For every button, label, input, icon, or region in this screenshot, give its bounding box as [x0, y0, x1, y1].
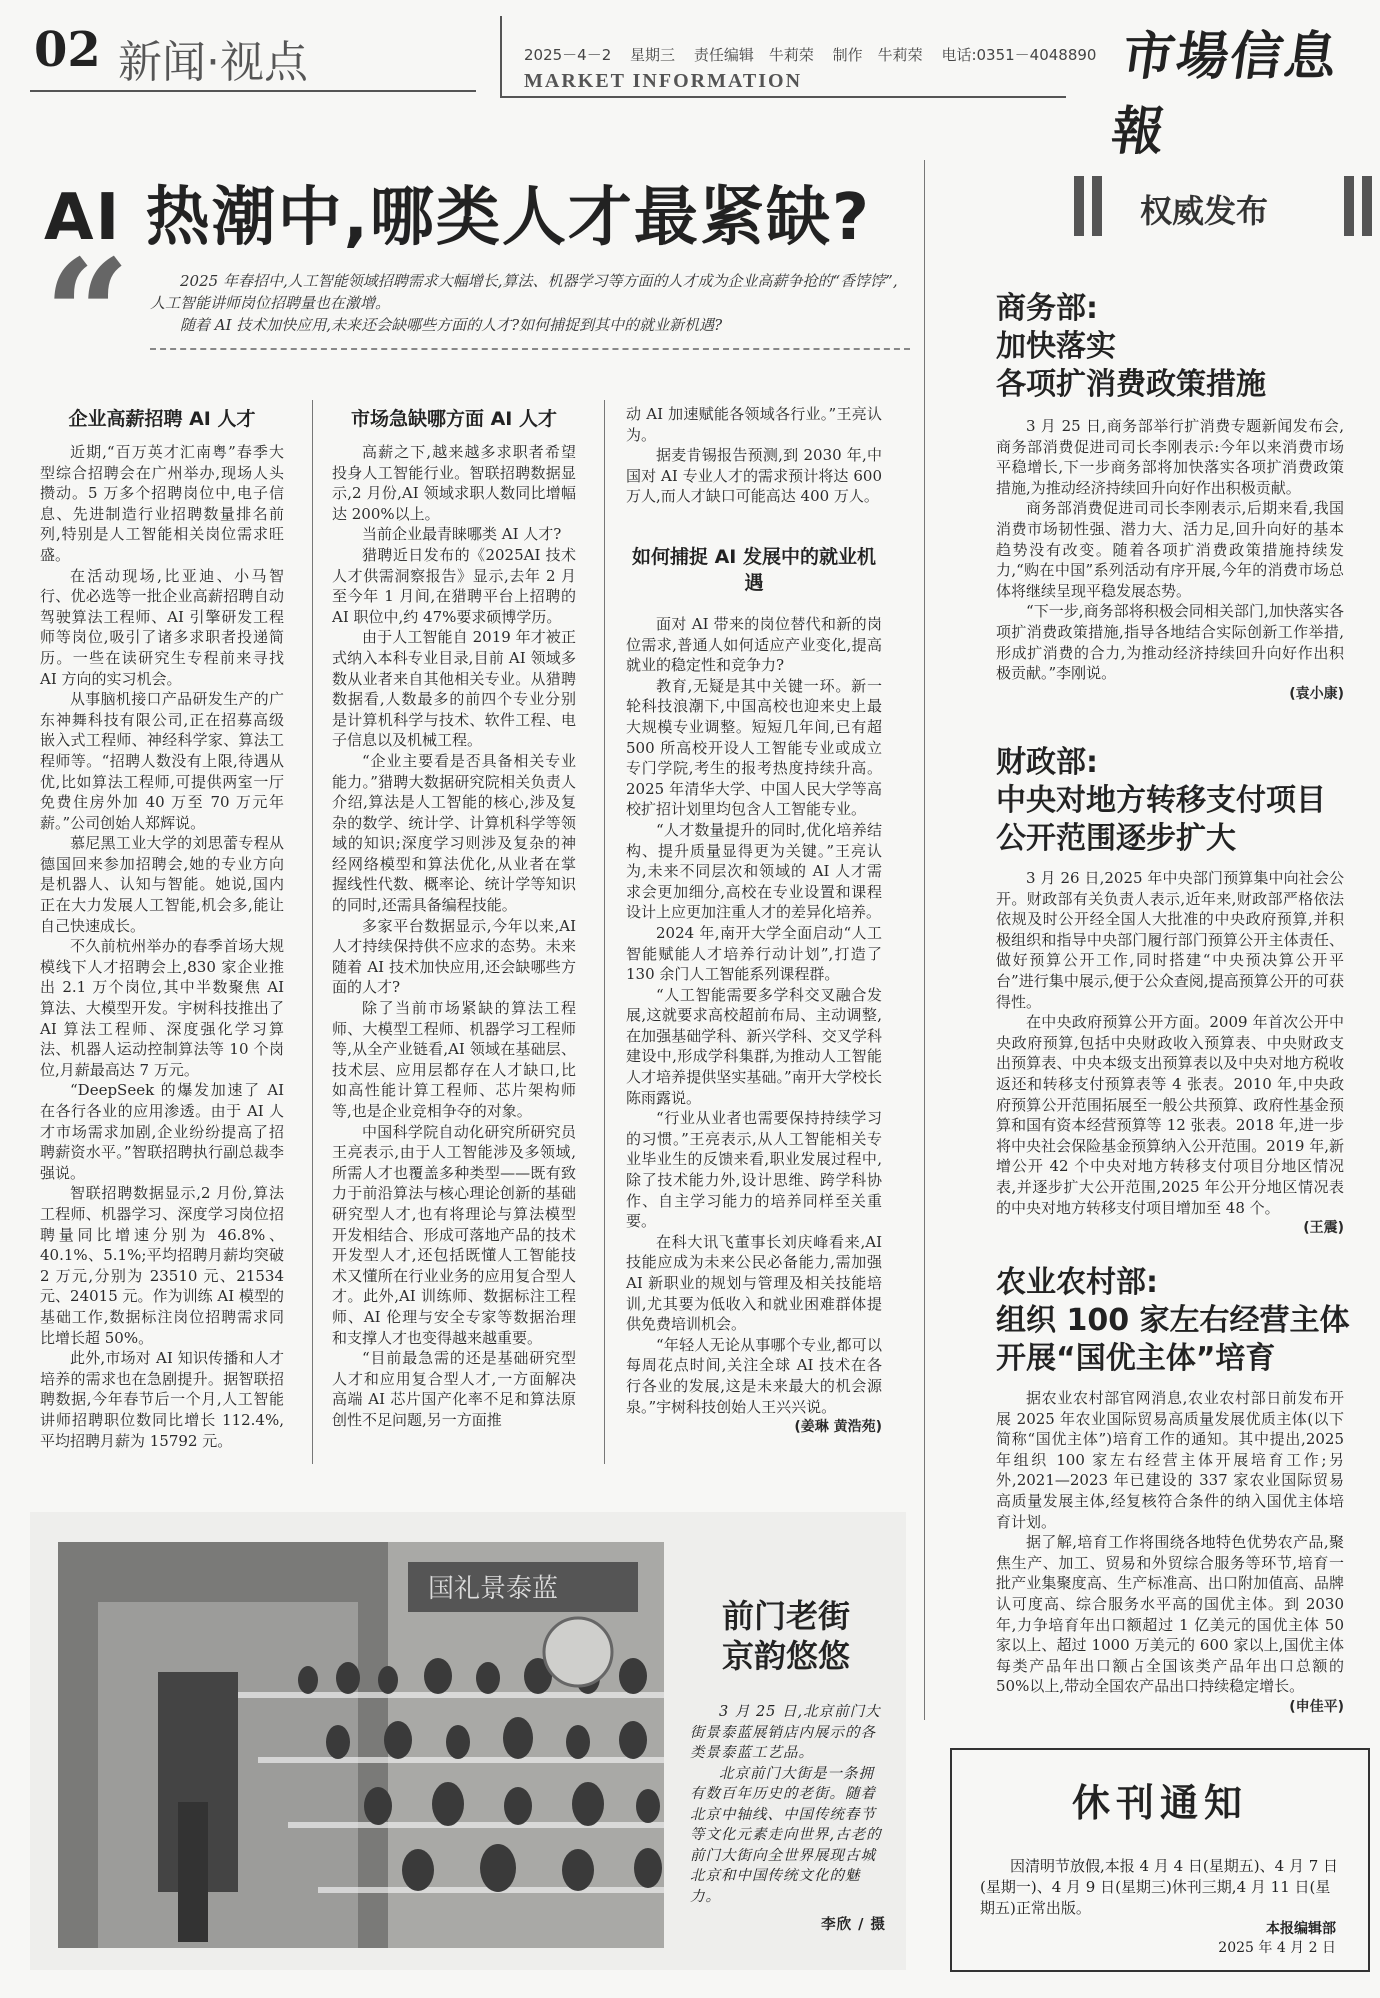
article-column-1	[40, 442, 284, 1462]
paragraph: 多家平台数据显示,今年以来,AI 人才持续保持供不应求的态势。未来随着 AI 技术加快应用,还会缺哪些方面的人才?	[332, 916, 576, 997]
paragraph: 从事脑机接口产品研发生产的广东神舞科技有限公司,正在招募高级嵌入式工程师、神经科学家、算法工程师等。“招聘人数没有上限,待遇从优,比如算法工程师,可提供两室一厅免费住房外加 40 万至 70 万元年薪。”公司创始人郑辉说。	[40, 690, 284, 832]
header-divider	[500, 16, 502, 96]
english-title: MARKET INFORMATION	[524, 70, 803, 92]
section-label: 权威发布	[1140, 192, 1269, 230]
editor: 责任编辑 牛莉荣	[693, 46, 814, 64]
news-body	[996, 868, 1344, 1239]
paragraph: 3 月 25 日,商务部举行扩消费专题新闻发布会,商务部消费促进司司长李刚表示:今年以来消费市场平稳增长,下一步商务部将加快落实各项扩消费政策措施,为推动经济持续回升向好作出积极贡献。	[996, 417, 1344, 497]
news-byline: (袁小康)	[1289, 685, 1344, 702]
paragraph: 慕尼黑工业大学的刘思蕾专程从德国回来参加招聘会,她的专业方向是机器人、认知与智能。她说,国内正在大力发展人工智能,机会多,能让自己快速成长。	[40, 834, 284, 935]
section-heading: 企业高薪招聘 AI 人才	[68, 408, 256, 430]
photo-credit: 李欣 / 摄	[821, 1916, 886, 1933]
news-headline: 财政部: 中央对地方转移支付项目 公开范围逐步扩大	[996, 745, 1326, 856]
article-column-3-top	[626, 404, 882, 507]
paragraph: 2024 年,南开大学全面启动“人工智能赋能人才培养行动计划”,打造了 130 余门人工智能系列课程群。	[626, 923, 882, 984]
photo-illustration	[58, 1542, 664, 1948]
paragraph: 据农业农村部官网消息,农业农村部日前发布开展 2025 年农业国际贸易高质量发展优质主体(以下简称“国优主体”)培育工作的通知。其中提出,2025 年组织 100 家左右经营主体开展培育工作;另外,2021—2023 年已建设的 337 家农业国际贸易高质量发展主体,经复核符合条件的纳入国优主体培育计划。	[996, 1389, 1344, 1531]
feature-lead	[150, 270, 910, 336]
shop-sign: 国礼景泰蓝	[428, 1574, 559, 1604]
issue-weekday: 星期三	[630, 46, 676, 64]
notice-body	[980, 1856, 1342, 1919]
paragraph: 智联招聘数据显示,2 月份,算法工程师、机器学习、深度学习岗位招聘量同比增速分别为 46.8%、40.1%、5.1%;平均招聘月薪均突破 2 万元,分别为 23510 元、21534 元、24015 元。作为训练 AI 模型的基础工作,数据标注岗位招聘需求同比增长超 50%。	[40, 1184, 284, 1347]
news-byline: (王震)	[1303, 1220, 1344, 1237]
lead-divider	[150, 348, 910, 350]
quote-icon: “	[44, 227, 131, 403]
producer: 制作 牛莉荣	[832, 46, 923, 64]
paragraph: 中国科学院自动化研究所研究员王亮表示,由于人工智能涉及多领域,所需人才也覆盖多种类型——既有致力于前沿算法与核心理论创新的基础研究型人才,也有将理论与算法模型开发相结合、形成可落地产品的技术开发型人才,还包括既懂人工智能技术又懂所在行业业务的应用复合型人才。此外,AI 训练师、数据标注工程师、AI 伦理与安全专家等数据治理和支撑人才也变得越来越重要。	[332, 1122, 576, 1347]
paragraph: “下一步,商务部将积极会同相关部门,加快落实各项扩消费政策措施,指导各地结合实际创新工作举措,形成扩消费的合力,为推动经济持续回升向好作出积极贡献。”李刚说。	[996, 602, 1344, 683]
paragraph: 面对 AI 带来的岗位替代和新的岗位需求,普通人如何适应产业变化,提高就业的稳定性和竞争力?	[626, 615, 882, 675]
paragraph: 当前企业最青睐哪类 AI 人才?	[362, 525, 562, 544]
article-column-2	[332, 442, 576, 1462]
column-rule	[604, 400, 605, 1464]
paragraph: “DeepSeek 的爆发加速了 AI 在各行各业的应用渗透。由于 AI 人才市场需求加剧,企业纷纷提高了招聘薪资水平。”智联招聘执行副总裁李强说。	[40, 1081, 284, 1182]
news-byline: (申佳平)	[1289, 1698, 1344, 1715]
news-headline: 农业农村部: 组织 100 家左右经营主体 开展“国优主体”培育	[996, 1265, 1350, 1376]
paragraph: 近期,“百万英才汇南粤”春季大型综合招聘会在广州举办,现场人头攒动。5 万多个招聘岗位中,电子信息、先进制造行业招聘数量排名前列,特别是人工智能相关岗位需求旺盛。	[40, 443, 284, 564]
caption-paragraph: 3 月 25 日,北京前门大街景泰蓝展销店内展示的各类景泰蓝工艺品。	[690, 1704, 881, 1761]
article-column-3	[626, 614, 882, 1460]
section-title: 新闻·视点	[118, 37, 308, 88]
column-rule	[924, 160, 925, 1720]
masthead-logo: 市場信息報	[1107, 26, 1343, 162]
paragraph: 不久前杭州举办的春季首场大规模线下人才招聘会上,830 家企业推出 2.1 万个岗位,其中半数聚焦 AI 算法、大模型开发。宇树科技推出了 AI 算法工程师、深度强化学习算法、机器人运动控制算法等 10 个岗位,月薪最高达 7 万元。	[40, 937, 284, 1079]
paragraph: 猎聘近日发布的《2025AI 技术人才供需洞察报告》显示,去年 2 月至今年 1 月间,在猎聘平台上招聘的 AI 职位中,约 47%要求硕博学历。	[332, 545, 576, 626]
notice-signature	[1140, 1920, 1336, 1958]
paragraph: 在活动现场,比亚迪、小马智行、优必选等一批企业高薪招聘自动驾驶算法工程师、AI 引擎研发工程师等岗位,吸引了诸多求职者投递简历。一些在读研究生专程前来寻找 AI 方向的实习机会。	[40, 566, 284, 688]
paragraph: 此外,市场对 AI 知识传播和人才培养的需求也在急剧提升。据智联招聘数据,今年春节后一个月,人工智能讲师招聘职位数同比增长 112.4%,平均招聘月薪为 15792 元。	[40, 1349, 284, 1450]
paragraph: “行业从业者也需要保持持续学习的习惯。”王亮表示,从人工智能相关专业毕业生的反馈来看,职业发展过程中,除了技术能力外,设计思维、跨学科协作、自主学习能力的培养同样至关重要。	[626, 1109, 882, 1231]
paragraph: 在中央政府预算公开方面。2009 年首次公开中央政府预算,包括中央财政收入预算表、中央财政支出预算表、中央本级支出预算表以及中央对地方税收返还和转移支付预算表等 4 张表。2010 年,中央政府预算公开范围拓展至一般公共预算、政府性基金预算和国有资本经营预算等 12 张表。2018 年,进一步将中央社会保险基金预算纳入公开范围。2019 年,新增公开 42 个中央对地方转移支付项目分地区情况表,并逐步扩大公开范围,2025 年公开分地区情况表的中央对地方转移支付项目增加至 48 个。	[996, 1013, 1344, 1217]
issue-date: 2025－4－2	[524, 46, 612, 64]
paragraph: 3 月 26 日,2025 年中央部门预算集中向社会公开。财政部有关负责人表示,近年来,财政部严格依法依规及时公开经全国人大批准的中央政府预算,并积极组织和指导中央部门履行部门预算公开主体责任、做好预算公开工作,同时搭建“中央预决算公开平台”进行集中展示,便于公众查阅,提高预算公开的可获得性。	[996, 869, 1344, 1011]
notice-title: 休刊通知	[1071, 1780, 1248, 1825]
paragraph: “年轻人无论从事哪个专业,都可以每周花点时间,关注全球 AI 技术在各行各业的发展,这是未来最大的机会源泉。”宇树科技创始人王兴兴说。	[626, 1335, 882, 1416]
feature-headline: AI 热潮中,哪类人才最紧缺?	[44, 181, 872, 255]
paragraph: 高薪之下,越来越多求职者希望投身人工智能行业。智联招聘数据显示,2 月份,AI 领域求职人数同比增幅达 200%以上。	[332, 443, 576, 523]
paragraph: “目前最急需的还是基础研究型人才和应用复合型人才,一方面解决高端 AI 芯片国产化率不足和算法原创性不足问题,另一方面推	[332, 1349, 576, 1429]
header-rule-2	[500, 96, 1066, 98]
paragraph: 商务部消费促进司司长李刚表示,后期来看,我国消费市场韧性强、潜力大、活力足,回升向好的基本趋势没有改变。随着各项扩消费政策措施持续发力,“购在中国”系列活动有序开展,今年的消费市场总体将继续呈现平稳发展态势。	[996, 499, 1344, 600]
caption-paragraph: 北京前门大街是一条拥有数百年历史的老街。随着北京中轴线、中国传统春节等文化元素走向世界,古老的前门大街向全世界展现古城北京和中国传统文化的魅力。	[690, 1765, 882, 1905]
paragraph: 动 AI 加速赋能各领域各行业。”王亮认为。	[626, 405, 882, 444]
photo-caption	[690, 1702, 886, 1936]
news-headline: 商务部: 加快落实 各项扩消费政策措施	[996, 291, 1266, 402]
paragraph: 教育,无疑是其中关键一环。新一轮科技浪潮下,中国高校也迎来史上最大规模专业调整。短短几年间,已有超 500 所高校开设人工智能专业或成立专门学院,考生的报考热度持续升高。2025 年清华大学、中国人民大学等高校扩招计划里均包含人工智能专业。	[626, 676, 882, 819]
paragraph: “企业主要看是否具备相关专业能力。”猎聘大数据研究院相关负责人介绍,算法是人工智能的核心,涉及复杂的数学、统计学、计算机科学等领域的知识;深度学习则涉及复杂的神经网络模型和算法优化,从业者在掌握线性代数、概率论、统计学等知识的同时,还需具备编程技能。	[332, 751, 576, 915]
header-meta	[524, 44, 1110, 65]
paragraph: “人才数量提升的同时,优化培养结构、提升质量显得更为关键。”王亮认为,未来不同层次和领域的 AI 人才需求会更加细分,高校在专业设置和课程设计上应更加注重人才的差异化培养。	[626, 820, 882, 922]
paragraph: “人工智能需要多学科交叉融合发展,这就要求高校超前布局、主动调整,在加强基础学科、新兴学科、交叉学科建设中,形成学科集群,为推动人工智能人才培养提供坚实基础。”南开大学校长陈雨露说。	[626, 985, 882, 1107]
notice-paragraph: 因清明节放假,本报 4 月 4 日(星期五)、4 月 7 日(星期一)、4 月 9 日(星期三)休刊三期,4 月 11 日(星期五)正常出版。	[980, 1857, 1339, 1917]
page-number: 02	[34, 22, 101, 78]
paragraph: 由于人工智能自 2019 年才被正式纳入本科专业目录,目前 AI 领域多数从业者来自其他相关专业。从猎聘数据看,人数最多的前四个专业分别是计算机科学与技术、软件工程、电子信息以及机械工程。	[332, 628, 576, 750]
news-body	[996, 416, 1344, 704]
photo-title: 前门老街 京韵悠悠	[721, 1597, 850, 1675]
phone: 电话:0351－4048890	[941, 46, 1097, 64]
paragraph: 据了解,培育工作将围绕各地特色优势农产品,聚焦生产、加工、贸易和外贸综合服务等环节,培育一批产业集聚度高、生产标准高、出口附加值高、品牌认可度高、综合服务水平高的国优主体。到 2030 年,力争培育年出口额超过 1 亿美元的国优主体 50 家以上、超过 1000 万美元的 600 家以上,国优主体每类产品年出口额占全国该类产品年出口总额的 50%以上,带动全国农产品出口持续稳定增长。	[996, 1533, 1344, 1696]
notice-date: 2025 年 4 月 2 日	[1218, 1940, 1336, 1956]
cloisonne-shop-photo	[58, 1542, 664, 1948]
lead-paragraph: 随着 AI 技术加快应用,未来还会缺哪些方面的人才?如何捕捉到其中的就业新机遇?	[180, 316, 723, 334]
lead-paragraph: 2025 年春招中,人工智能领域招聘需求大幅增长,算法、机器学习等方面的人才成为企业高薪争抢的“香饽饽”,人工智能讲师岗位招聘量也在激增。	[150, 272, 898, 312]
article-byline: (姜琳 黄浩苑)	[794, 1419, 882, 1436]
paragraph: 除了当前市场紧缺的算法工程师、大模型工程师、机器学习工程师等,从全产业链看,AI 领域在基础层、技术层、应用层都存在人才缺口,比如高性能计算工程师、芯片架构师等,也是企业竞相争夺的对象。	[332, 999, 576, 1120]
column-rule	[312, 400, 313, 1464]
news-body	[996, 1388, 1344, 1718]
header-rule	[30, 90, 476, 92]
section-heading: 市场急缺哪方面 AI 人才	[350, 408, 557, 430]
paragraph: 在科大讯飞董事长刘庆峰看来,AI 技能应成为未来公民必备能力,需加强 AI 新职业的规划与管理及相关技能培训,尤其要为低收入和就业困难群体提供免费培训机会。	[626, 1232, 882, 1334]
notice-signer: 本报编辑部	[1266, 1921, 1336, 1937]
section-heading: 如何捕捉 AI 发展中的就业机遇	[631, 546, 876, 594]
paragraph: 据麦肯锡报告预测,到 2030 年,中国对 AI 专业人才的需求预计将达 600 万人,而人才缺口可能高达 400 万人。	[626, 446, 882, 506]
